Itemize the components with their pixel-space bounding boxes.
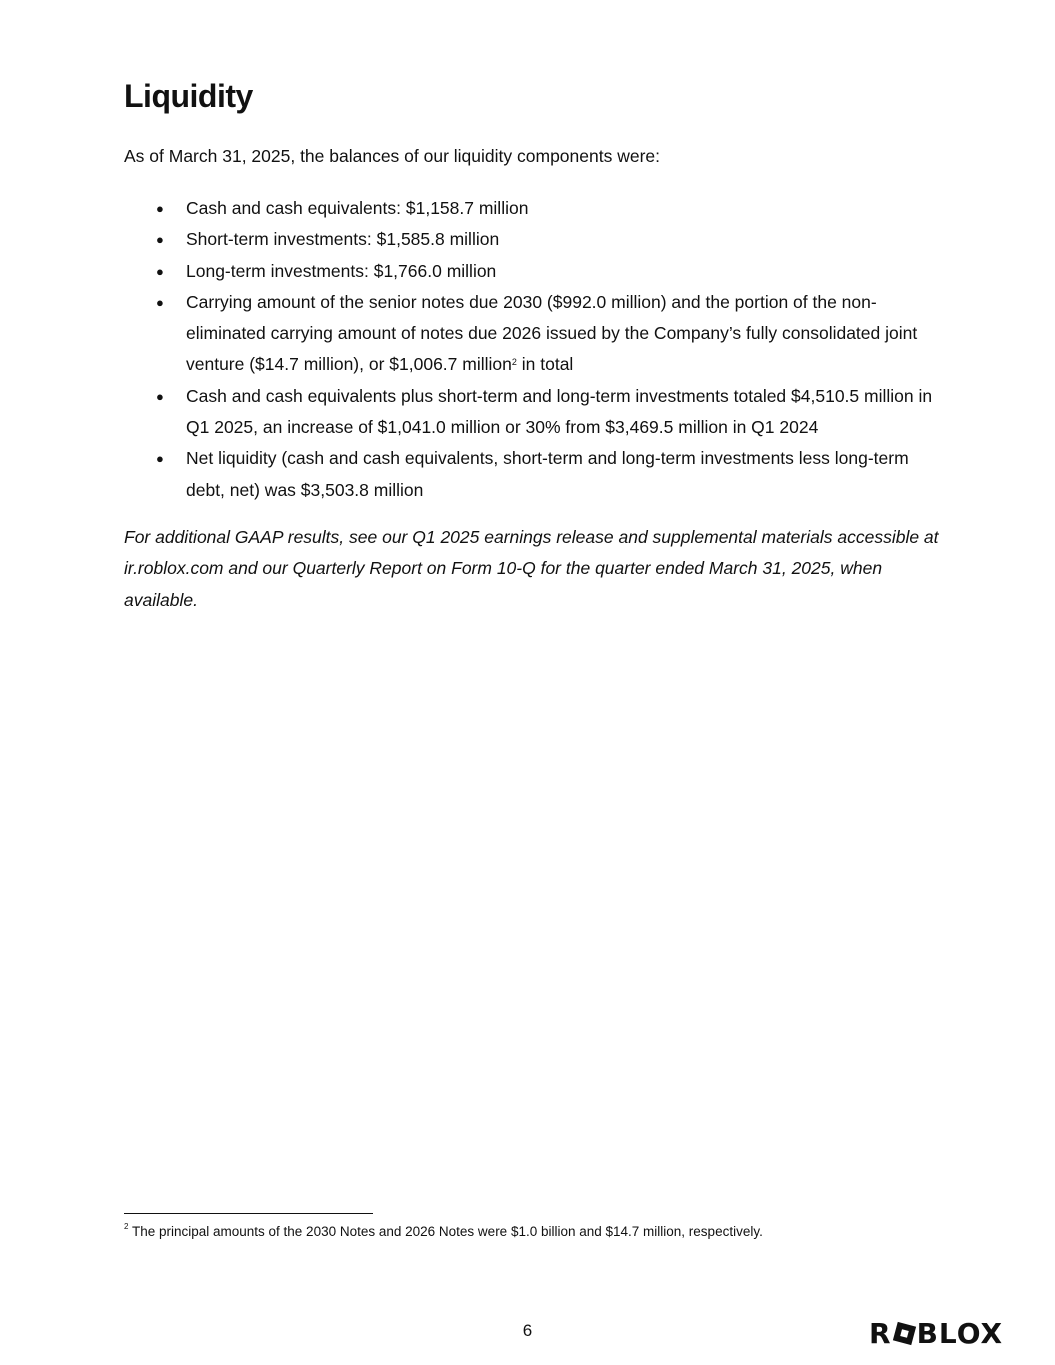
list-item-text: Cash and cash equivalents: $1,158.7 million	[186, 198, 529, 218]
list-item	[124, 287, 944, 381]
logo-tile-icon	[892, 1321, 915, 1344]
bullet-icon: ●	[156, 388, 164, 404]
liquidity-list	[124, 193, 944, 506]
list-item-text: Net liquidity (cash and cash equivalents, short-term and long-term investments less long-term debt, net) was $3,503.8 million	[186, 448, 909, 500]
logo-letter-r: R	[869, 1316, 892, 1350]
bullet-icon: ●	[156, 263, 164, 279]
list-item	[124, 381, 944, 444]
logo-letters: BLOX	[916, 1316, 1004, 1350]
gaap-note: For additional GAAP results, see our Q1 2025 earnings release and supplemental materials accessible at ir.roblox.com and our Quarterly Report on Form 10-Q for the quarter ended March 31, 2025, when available.	[124, 527, 939, 610]
page-number: 6	[522, 1321, 533, 1340]
bullet-icon: ●	[156, 294, 164, 310]
intro-text: As of March 31, 2025, the balances of our liquidity components were:	[124, 146, 660, 166]
footnote-marker: 2	[124, 1222, 129, 1231]
footnote-ref: 2	[511, 357, 517, 368]
list-item-text: Cash and cash equivalents plus short-term and long-term investments totaled $4,510.5 million in Q1 2025, an increase of $1,041.0 million or 30% from $3,469.5 million in Q1 2024	[186, 385, 933, 438]
list-item	[124, 256, 944, 287]
footnote-divider	[124, 1213, 373, 1214]
footnote-text: The principal amounts of the 2030 Notes and 2026 Notes were $1.0 billion and $14.7 million, respectively.	[128, 1224, 763, 1239]
list-item-text-tail: in total	[516, 354, 574, 375]
page-title: Liquidity	[124, 78, 253, 114]
bullet-icon: ●	[156, 451, 164, 467]
list-item-text: Short-term investments: $1,585.8 million	[186, 229, 500, 250]
bullet-icon: ●	[156, 201, 164, 216]
roblox-logo	[869, 1318, 1003, 1348]
list-item	[124, 224, 944, 255]
list-item-text: Carrying amount of the senior notes due 2030 ($992.0 million) and the portion of the non-eliminated carrying amount of notes due 2026 issued by the Company’s fully consolidated joint venture ($14.7 million), or $1,006.7 million	[186, 291, 918, 375]
bullet-icon: ●	[156, 232, 164, 248]
list-item-text: Long-term investments: $1,766.0 million	[186, 260, 497, 281]
footnote	[124, 1224, 763, 1239]
list-item	[124, 193, 944, 224]
list-item	[124, 443, 944, 506]
